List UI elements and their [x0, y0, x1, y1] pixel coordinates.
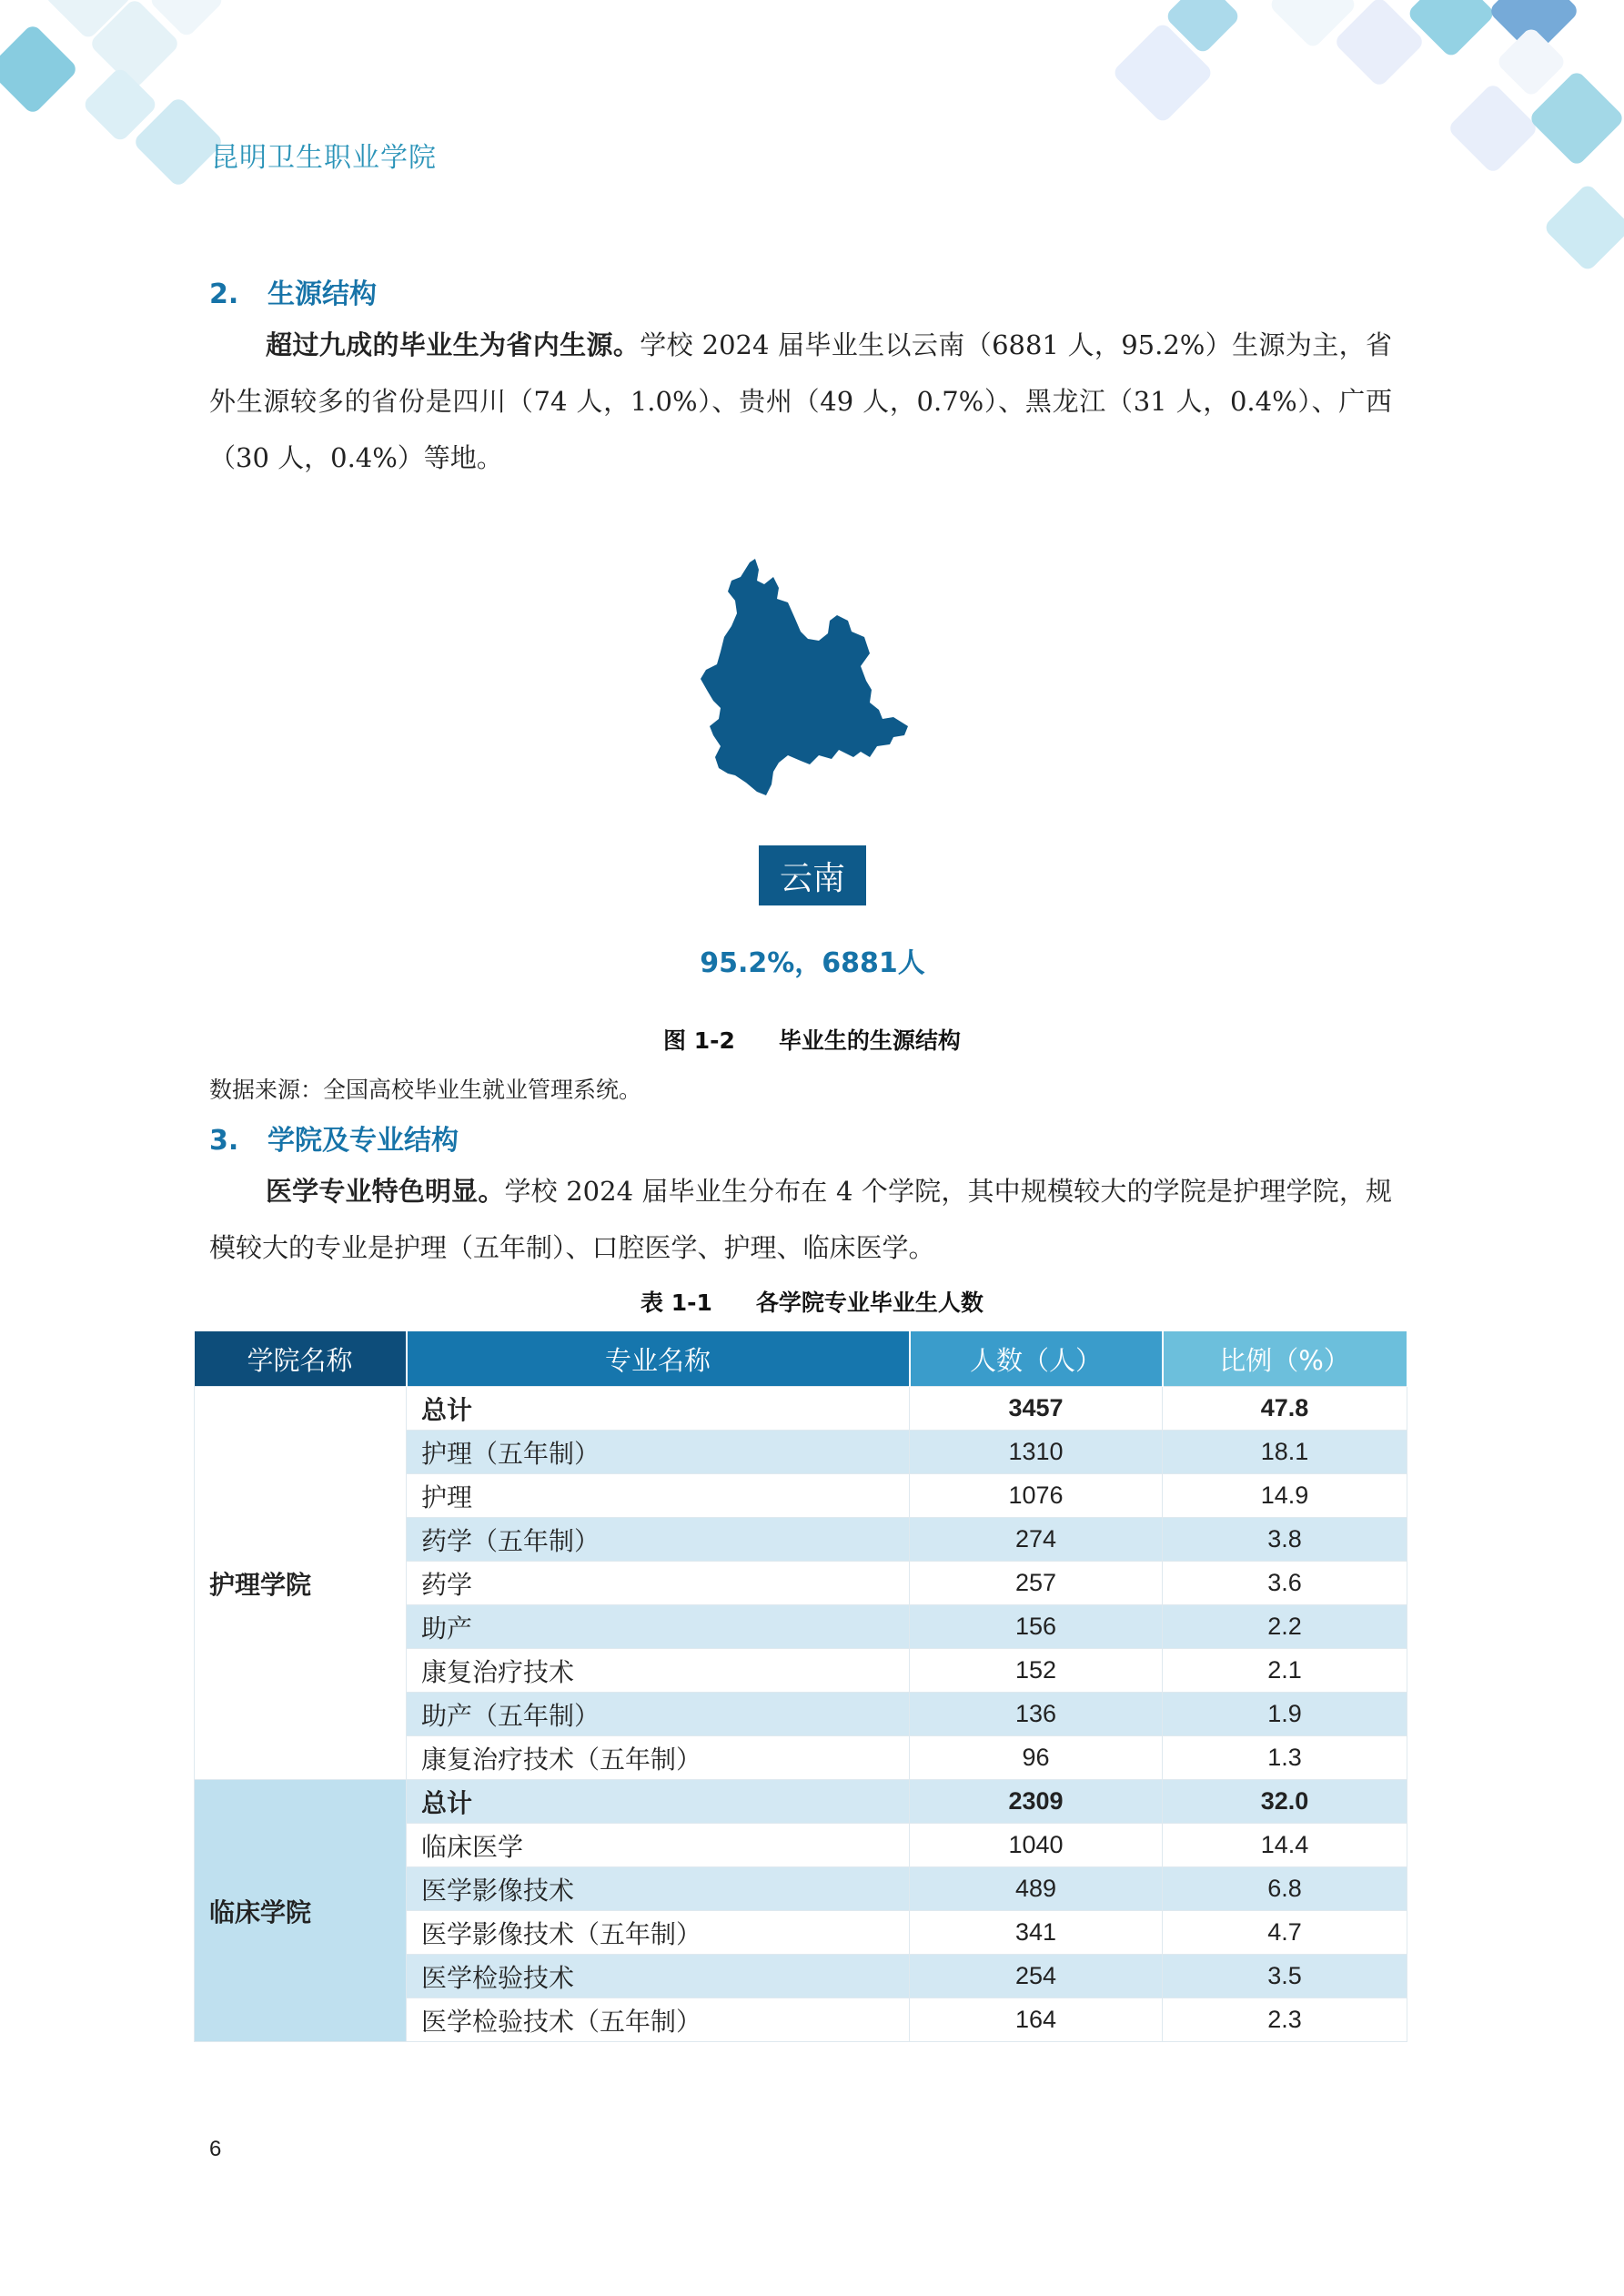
major-name-cell: 药学 — [407, 1562, 910, 1605]
ratio-cell: 3.6 — [1163, 1562, 1407, 1605]
major-name-cell: 康复治疗技术（五年制） — [407, 1736, 910, 1780]
count-cell: 2309 — [910, 1780, 1163, 1824]
ratio-cell: 3.5 — [1163, 1955, 1407, 1998]
count-cell: 164 — [910, 1998, 1163, 2042]
table-header-row — [195, 1331, 1407, 1387]
column-header-count: 人数（人） — [910, 1331, 1163, 1387]
ratio-cell: 1.3 — [1163, 1736, 1407, 1780]
ratio-cell: 32.0 — [1163, 1780, 1407, 1824]
count-cell: 489 — [910, 1867, 1163, 1911]
major-name-cell: 药学（五年制） — [407, 1518, 910, 1562]
major-name-cell: 医学检验技术（五年制） — [407, 1998, 910, 2042]
count-cell: 341 — [910, 1911, 1163, 1955]
major-name-cell: 总计 — [407, 1780, 910, 1824]
ratio-cell: 6.8 — [1163, 1867, 1407, 1911]
figure-caption — [0, 1023, 1624, 1056]
major-name-cell: 临床医学 — [407, 1824, 910, 1867]
major-name-cell: 护理（五年制） — [407, 1431, 910, 1474]
count-cell: 254 — [910, 1955, 1163, 1998]
section-number: 3. — [209, 1125, 239, 1157]
section-title: 学院及专业结构 — [267, 1125, 459, 1157]
yunnan-map — [701, 557, 928, 803]
table-caption-number: 表 1-1 — [641, 1290, 712, 1316]
ratio-cell: 3.8 — [1163, 1518, 1407, 1562]
data-source-note: 数据来源：全国高校毕业生就业管理系统。 — [209, 1077, 642, 1103]
major-name-cell: 助产（五年制） — [407, 1693, 910, 1736]
column-header-college: 学院名称 — [195, 1331, 407, 1387]
ratio-cell: 14.9 — [1163, 1474, 1407, 1518]
count-cell: 257 — [910, 1562, 1163, 1605]
section-title: 生源结构 — [267, 278, 377, 310]
paragraph-lead: 医学专业特色明显。 — [266, 1176, 505, 1207]
school-name: 昆明卫生职业学院 — [211, 142, 437, 174]
table-row — [195, 1780, 1407, 1824]
paragraph-body: 学校 2024 届毕业生分布在 4 个学院，其中规模较大的学院是护理学院，规模较大的专业是护理（五年制）、口腔医学、护理、临床医学。 — [209, 1176, 1392, 1263]
table-row — [195, 1387, 1407, 1431]
count-cell: 274 — [910, 1518, 1163, 1562]
section-number: 2. — [209, 278, 239, 310]
college-major-table — [194, 1331, 1408, 2042]
major-name-cell: 康复治疗技术 — [407, 1649, 910, 1693]
yunnan-map-shape — [701, 557, 928, 803]
count-cell: 136 — [910, 1693, 1163, 1736]
ratio-cell: 2.3 — [1163, 1998, 1407, 2042]
table-body — [195, 1387, 1407, 2042]
table-caption — [0, 1285, 1624, 1318]
page-number: 6 — [209, 2137, 222, 2161]
map-region-label: 云南 — [759, 845, 866, 905]
college-name-cell: 临床学院 — [195, 1780, 407, 2042]
paragraph-body: 学校 2024 届毕业生以云南（6881 人，95.2%）生源为主，省外生源较多的省份是四川（74 人，1.0%）、贵州（49 人，0.7%）、黑龙江（31 人，0.4%）、广西（30 人，0.4%）等地。 — [209, 329, 1392, 473]
major-name-cell: 护理 — [407, 1474, 910, 1518]
ratio-cell: 18.1 — [1163, 1431, 1407, 1474]
section-3-heading — [209, 1118, 459, 1158]
count-cell: 152 — [910, 1649, 1163, 1693]
count-cell: 96 — [910, 1736, 1163, 1780]
ratio-cell: 4.7 — [1163, 1911, 1407, 1955]
major-name-cell: 助产 — [407, 1605, 910, 1649]
count-cell: 1310 — [910, 1431, 1163, 1474]
major-name-cell: 医学影像技术（五年制） — [407, 1911, 910, 1955]
column-header-major: 专业名称 — [407, 1331, 910, 1387]
map-statistic: 95.2%，6881人 — [700, 947, 925, 979]
figure-caption-number: 图 1-2 — [663, 1027, 735, 1054]
paragraph-lead: 超过九成的毕业生为省内生源。 — [266, 329, 641, 360]
ratio-cell: 47.8 — [1163, 1387, 1407, 1431]
section-2-paragraph — [209, 317, 1392, 486]
major-name-cell: 医学检验技术 — [407, 1955, 910, 1998]
ratio-cell: 14.4 — [1163, 1824, 1407, 1867]
section-2-heading — [209, 271, 377, 311]
college-name-cell: 护理学院 — [195, 1387, 407, 1780]
section-3-paragraph — [209, 1163, 1392, 1276]
column-header-ratio: 比例（%） — [1163, 1331, 1407, 1387]
major-name-cell: 医学影像技术 — [407, 1867, 910, 1911]
major-name-cell: 总计 — [407, 1387, 910, 1431]
count-cell: 1076 — [910, 1474, 1163, 1518]
count-cell: 3457 — [910, 1387, 1163, 1431]
ratio-cell: 2.2 — [1163, 1605, 1407, 1649]
table-caption-title: 各学院专业毕业生人数 — [755, 1290, 983, 1316]
count-cell: 1040 — [910, 1824, 1163, 1867]
figure-caption-title: 毕业生的生源结构 — [778, 1027, 961, 1054]
ratio-cell: 1.9 — [1163, 1693, 1407, 1736]
ratio-cell: 2.1 — [1163, 1649, 1407, 1693]
count-cell: 156 — [910, 1605, 1163, 1649]
